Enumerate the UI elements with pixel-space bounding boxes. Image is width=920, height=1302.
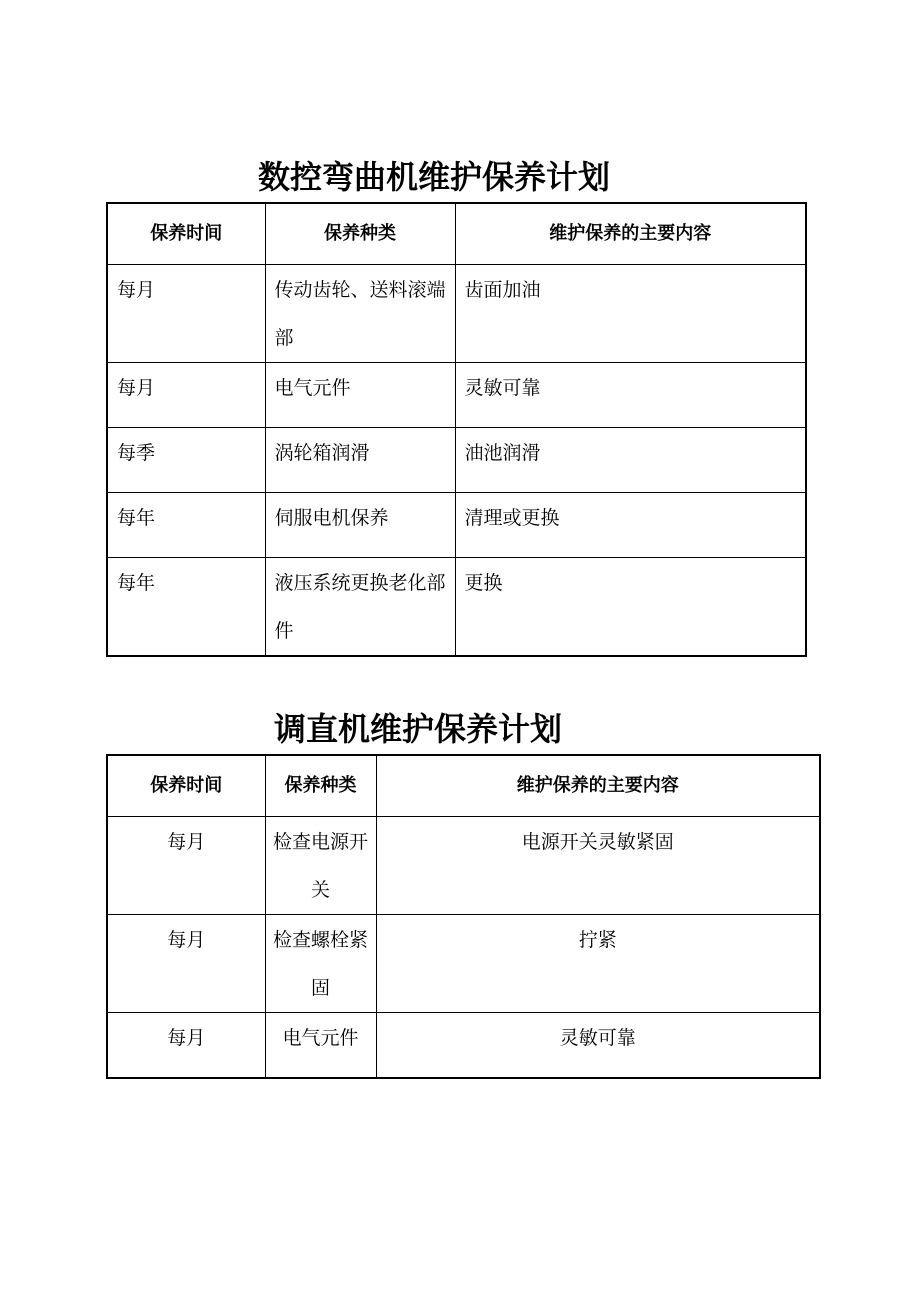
cell-time: 每月 xyxy=(107,363,265,428)
cell-content: 电源开关灵敏紧固 xyxy=(376,817,820,915)
cell-content: 灵敏可靠 xyxy=(455,363,806,428)
straightening-machine-maintenance-table xyxy=(106,754,821,1079)
table2-title: 调直机维护保养计划 xyxy=(274,710,563,748)
table-row xyxy=(107,428,806,493)
table-row xyxy=(107,817,820,915)
cell-content: 拧紧 xyxy=(376,915,820,1013)
table-row xyxy=(107,265,806,363)
cell-content: 清理或更换 xyxy=(455,493,806,558)
table-row xyxy=(107,558,806,657)
cell-type: 伺服电机保养 xyxy=(265,493,455,558)
cell-time: 每月 xyxy=(107,915,265,1013)
cell-type: 检查电源开关 xyxy=(265,817,376,915)
cell-content: 更换 xyxy=(455,558,806,657)
cell-type: 液压系统更换老化部件 xyxy=(265,558,455,657)
cell-type: 检查螺栓紧固 xyxy=(265,915,376,1013)
table-row xyxy=(107,1013,820,1078)
header-maintenance-type: 保养种类 xyxy=(265,755,376,817)
cell-content: 油池润滑 xyxy=(455,428,806,493)
table-row xyxy=(107,363,806,428)
cell-content: 齿面加油 xyxy=(455,265,806,363)
header-maintenance-time: 保养时间 xyxy=(107,203,265,265)
cell-content: 灵敏可靠 xyxy=(376,1013,820,1078)
table1-title: 数控弯曲机维护保养计划 xyxy=(258,158,611,196)
cell-time: 每年 xyxy=(107,493,265,558)
header-maintenance-type: 保养种类 xyxy=(265,203,455,265)
table-header-row xyxy=(107,203,806,265)
cell-type: 电气元件 xyxy=(265,363,455,428)
cell-time: 每年 xyxy=(107,558,265,657)
cell-type: 电气元件 xyxy=(265,1013,376,1078)
cell-time: 每月 xyxy=(107,817,265,915)
table-header-row xyxy=(107,755,820,817)
bending-machine-maintenance-table xyxy=(106,202,807,657)
cell-type: 涡轮箱润滑 xyxy=(265,428,455,493)
cell-time: 每月 xyxy=(107,1013,265,1078)
cell-time: 每月 xyxy=(107,265,265,363)
cell-time: 每季 xyxy=(107,428,265,493)
header-maintenance-content: 维护保养的主要内容 xyxy=(455,203,806,265)
cell-type: 传动齿轮、送料滚端部 xyxy=(265,265,455,363)
table-row xyxy=(107,915,820,1013)
header-maintenance-time: 保养时间 xyxy=(107,755,265,817)
table-row xyxy=(107,493,806,558)
header-maintenance-content: 维护保养的主要内容 xyxy=(376,755,820,817)
